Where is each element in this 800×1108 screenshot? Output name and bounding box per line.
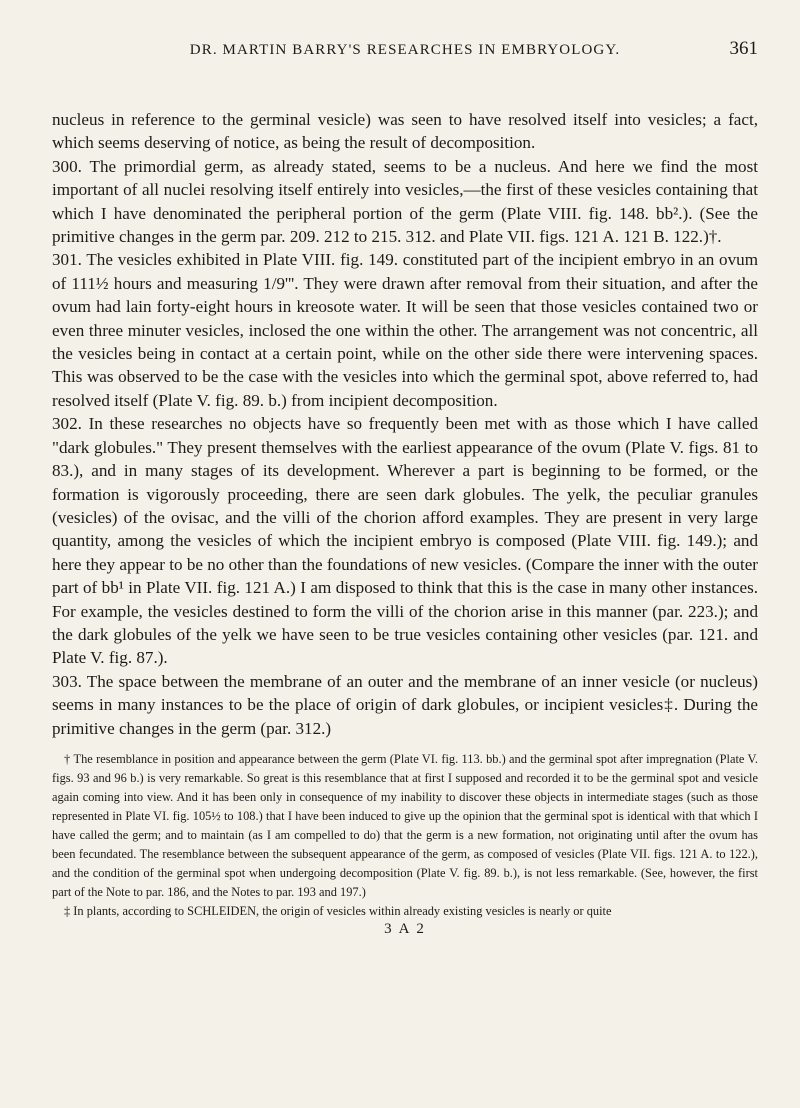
running-head: DR. MARTIN BARRY'S RESEARCHES IN EMBRYOLOGY.	[189, 42, 621, 58]
paragraph-303: 303. The space between the membrane of an outer and the membrane of an inner vesicle (or nucleus) seems in many instances to be the place of origin of dark globules, or incipient vesicles‡. During the primitive changes in the germ (par. 312.)	[52, 671, 758, 738]
paragraph-continuation: nucleus in reference to the germinal vesicle) was seen to have resolved itself into vesicles; a fact, which seems deserving of notice, as being the result of decomposition.	[52, 110, 758, 153]
paragraph-301: 301. The vesicles exhibited in Plate VIII. fig. 149. constituted part of the incipient embryo in an ovum of 111½ hours and measuring 1/9'''. They were drawn after removal from their situation, and after the ovum had lain forty-eight hours in kreosote water. It will be seen that those vesicles contained two or even three minuter vesicles, inclosed the one within the other. The arrangement was not concentric, all the vesicles being in contact at a certain point, while on the other side there were intervening spaces. This was observed to be the case with the vesicles into which the germinal spot, above referred to, had resolved itself (Plate V. fig. 89. b.) from incipient decomposition.	[52, 250, 758, 410]
signature-mark: 3 A 2	[384, 920, 426, 937]
running-header	[52, 36, 758, 66]
paragraph-302: 302. In these researches no objects have so frequently been met with as those which I have called "dark globules." They present themselves with the earliest appearance of the ovum (Plate V. figs. 81 to 83.), and in many stages of its development. Wherever a part is beginning to be formed, or the formation is vigorously proceeding, there are seen dark globules. The yelk, the peculiar granules (vesicles) of the ovisac, and the villi of the chorion afford examples. They are present in very large quantity, among the vesicles of which the incipient embryo is composed (Plate VIII. fig. 149.); and here they appear to be no other than the foundations of new vesicles. (Compare the inner with the outer part of bb¹ in Plate VII. fig. 121 A.) I am disposed to think that this is the case in many other instances. For example, the vesicles destined to form the villi of the chorion arise in this manner (par. 223.); and the dark globules of the yelk we have seen to be true vesicles containing other vesicles (par. 121. and Plate V. fig. 87.).	[52, 414, 758, 668]
footnote-double-dagger: ‡ In plants, according to SCHLEIDEN, the origin of vesicles within already existing vesicles is nearly or quite	[64, 903, 612, 918]
footnotes	[52, 750, 758, 921]
body-text	[52, 108, 758, 740]
paragraph-300: 300. The primordial germ, as already stated, seems to be a nucleus. And here we find the most important of all nuclei resolving itself entirely into vesicles,—the first of these vesicles containing that which I have denominated the peripheral portion of the germ (Plate VIII. fig. 148. bb².). (See the primitive changes in the germ par. 209. 212 to 215. 312. and Plate VII. figs. 121 A. 121 B. 122.)†.	[52, 156, 758, 247]
page-number: 361	[729, 38, 758, 59]
footnote-dagger: † The resemblance in position and appearance between the germ (Plate VI. fig. 113. bb.) and the germinal spot after impregnation (Plate V. figs. 93 and 96 b.) is very remarkable. So great is this resemblance that at first I supposed and recorded it to be the germinal spot and vesicle again coming into view. And it has been only in consequence of my inability to discover these objects in intermediate stages (such as those represented in Plate VI. fig. 105½ to 108.) that I have been induced to give up the opinion that the germinal spot is identical with that which I have called the germ; and to maintain (as I am compelled to do) that the germ is a new formation, not originating until after the ovum has been fecundated. The resemblance between the subsequent appearance of the germ, as composed of vesicles (Plate VII. figs. 121 A. to 122.), and the condition of the germinal spot when undergoing decomposition (Plate V. fig. 89. b.), is not less remarkable. (See, however, the first part of the Note to par. 186, and the Notes to par. 193 and 197.)	[52, 751, 758, 899]
page	[52, 36, 758, 938]
